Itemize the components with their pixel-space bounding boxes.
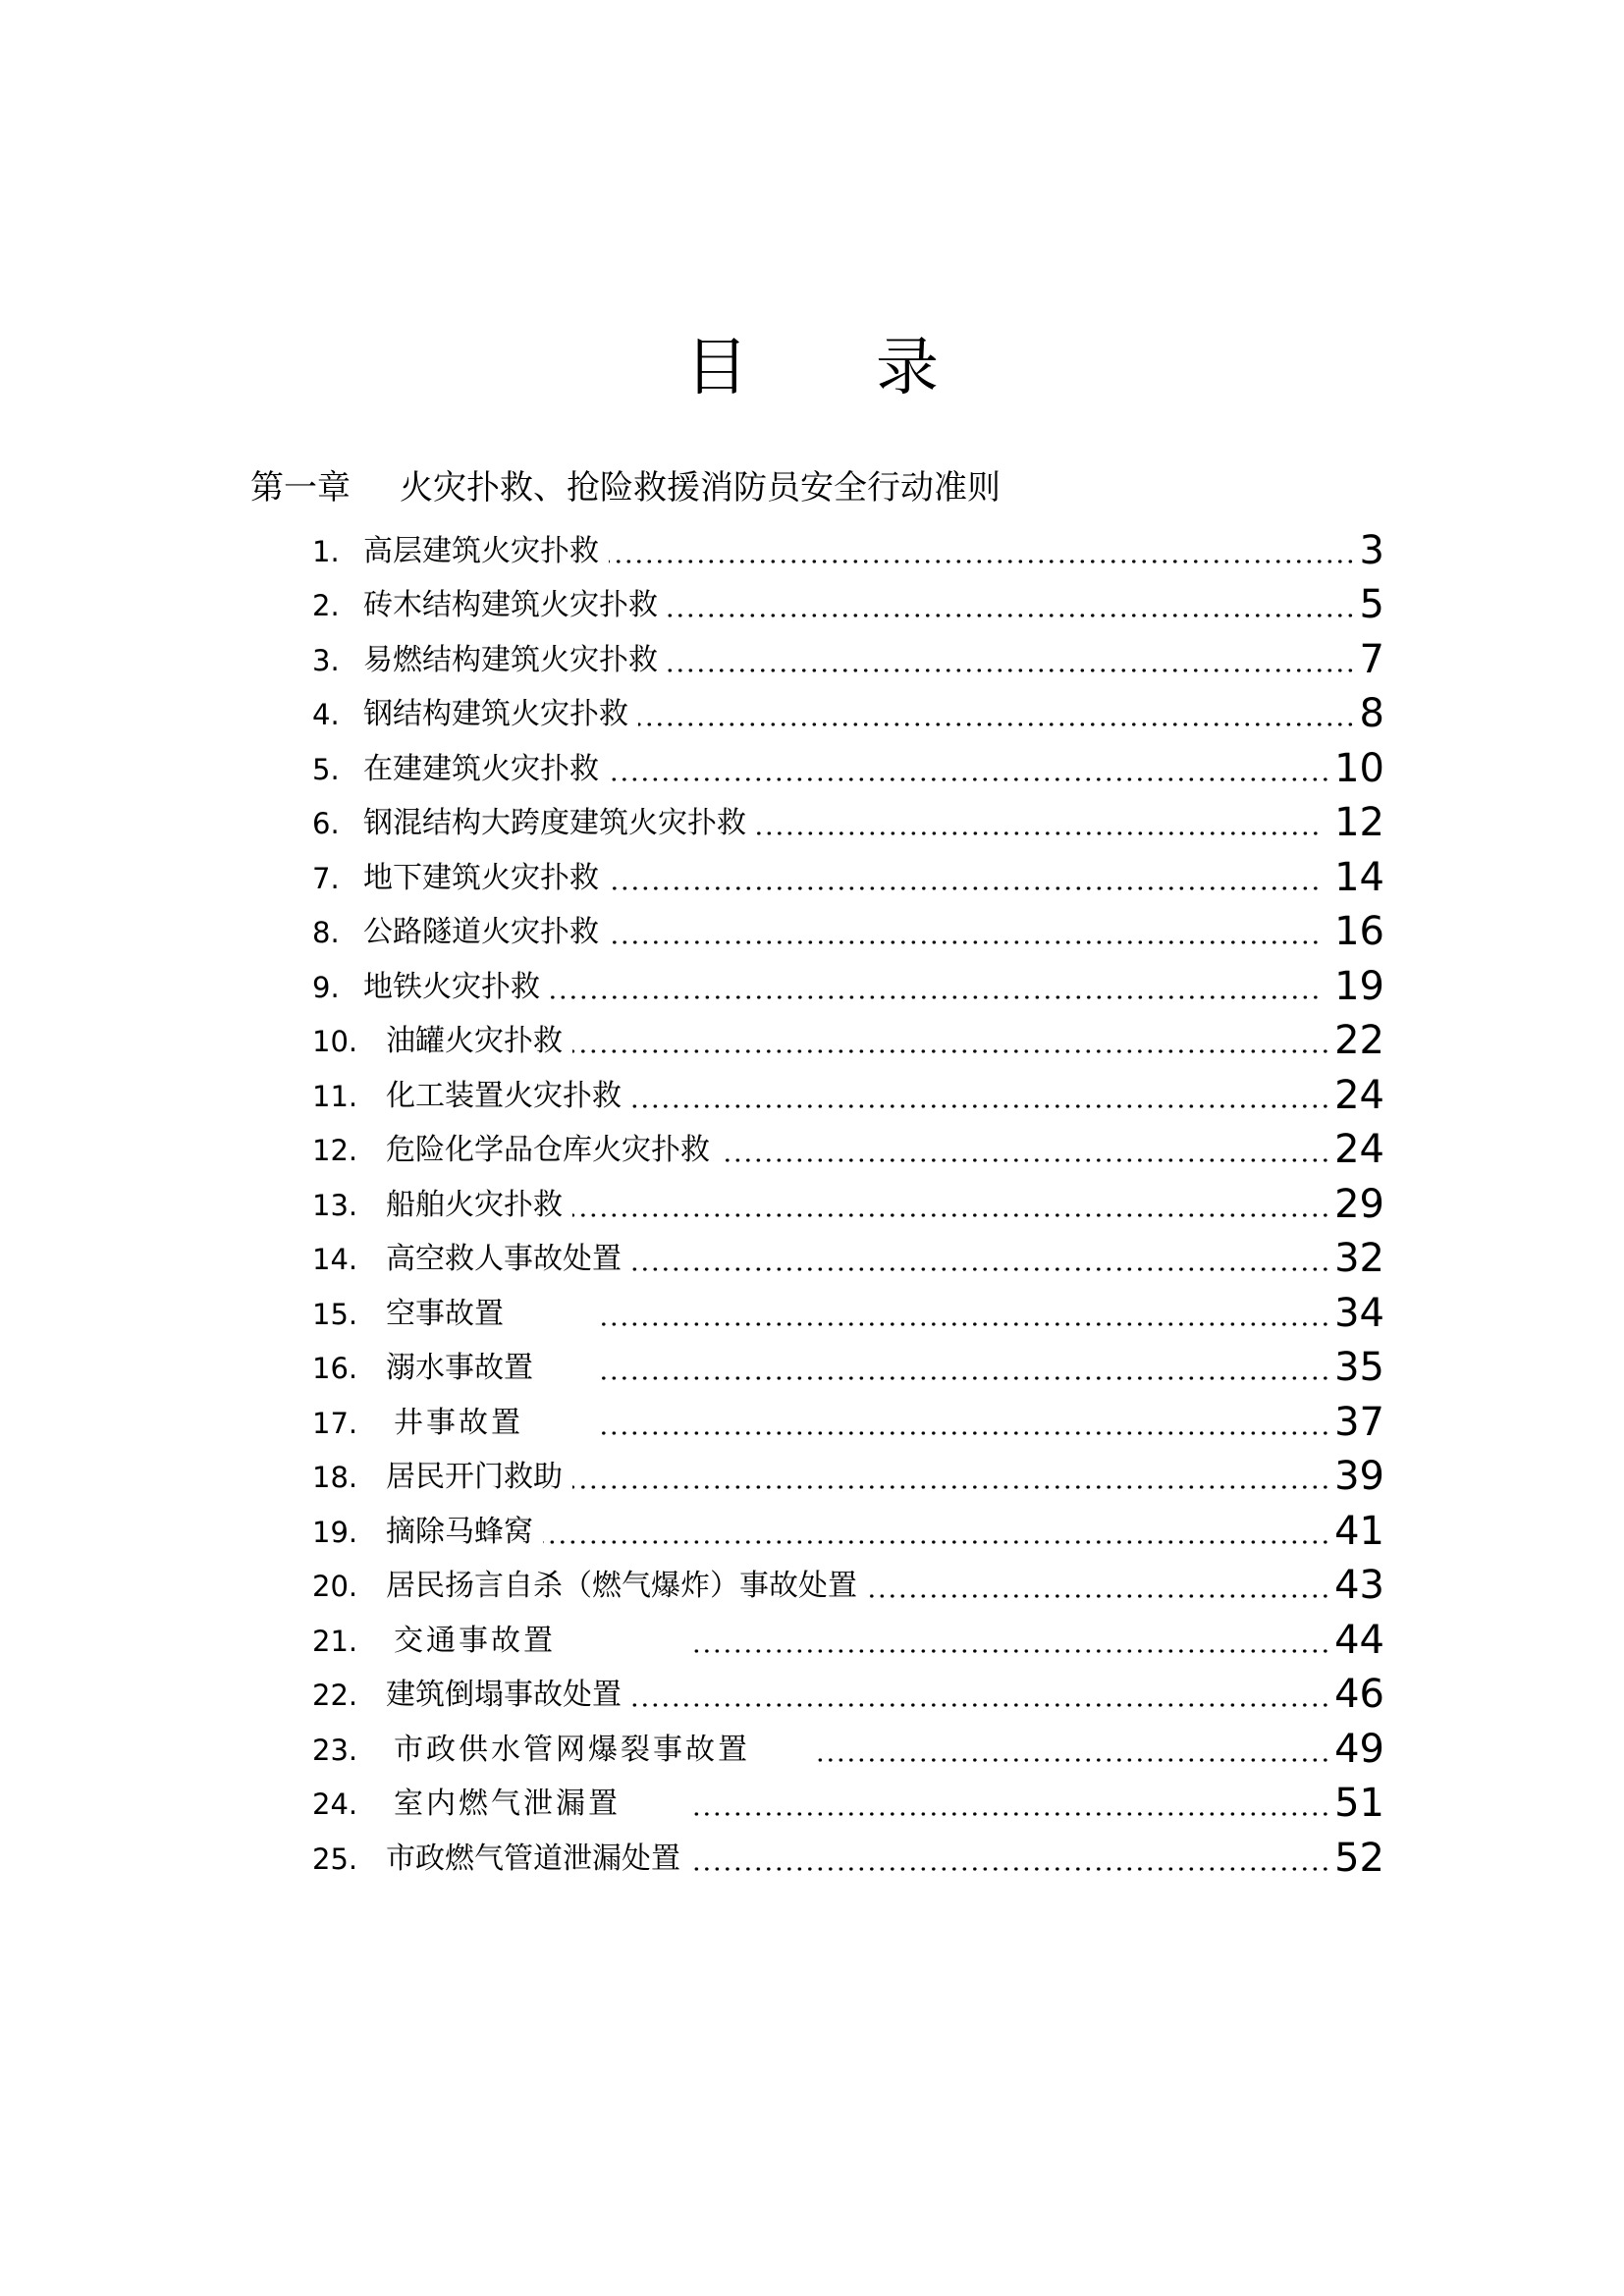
table-of-contents [312, 518, 1384, 1881]
dot-leader [816, 1756, 1330, 1764]
toc-entry[interactable] [312, 1826, 1384, 1881]
entry-page: 49 [1334, 1726, 1384, 1772]
entry-number: 15. [312, 1297, 358, 1331]
toc-entry[interactable] [312, 682, 1384, 737]
entry-number: 22. [312, 1679, 358, 1712]
dot-leader [543, 1538, 1330, 1546]
entry-page: 29 [1334, 1181, 1384, 1227]
toc-entry[interactable] [312, 1772, 1384, 1827]
entry-label: 易燃结构建筑火灾扑救 [363, 642, 658, 677]
toc-entry[interactable] [312, 1281, 1384, 1336]
entry-label: 空事故置 [386, 1296, 504, 1331]
entry-page: 51 [1334, 1781, 1384, 1826]
entry-number: 10. [312, 1025, 358, 1058]
entry-number: 17. [312, 1406, 358, 1440]
entry-page: 52 [1334, 1835, 1384, 1881]
entry-label: 居民扬言自杀（燃气爆炸）事故处置 [386, 1569, 857, 1603]
toc-entry[interactable] [312, 1172, 1384, 1227]
entry-page: 32 [1334, 1236, 1384, 1281]
entry-page: 46 [1334, 1672, 1384, 1717]
entry-label: 摘除马蜂窝 [386, 1514, 533, 1549]
toc-entry[interactable] [312, 518, 1384, 573]
entry-page: 16 [1334, 909, 1384, 954]
entry-number: 12. [312, 1134, 358, 1167]
toc-entry[interactable] [312, 1118, 1384, 1173]
entry-page: 24 [1334, 1072, 1384, 1118]
dot-leader [668, 612, 1356, 619]
entry-label: 交通事故置 [394, 1623, 556, 1658]
dot-leader [609, 775, 1330, 783]
entry-label: 砖木结构建筑火灾扑救 [363, 588, 658, 622]
entry-label: 公路隧道火灾扑救 [363, 915, 599, 949]
dot-leader [609, 558, 1356, 565]
chapter-title: 火灾扑救、抢险救援消防员安全行动准则 [400, 468, 1001, 507]
dot-leader [668, 667, 1356, 674]
entry-page: 14 [1334, 854, 1384, 900]
entry-page: 22 [1334, 1018, 1384, 1063]
toc-entry[interactable] [312, 1499, 1384, 1554]
entry-page: 34 [1334, 1290, 1384, 1336]
entry-label: 市政燃气管道泄漏处置 [386, 1841, 680, 1876]
entry-page: 5 [1359, 582, 1384, 627]
entry-number: 5. [312, 752, 340, 786]
entry-label: 地下建筑火灾扑救 [363, 860, 599, 895]
entry-label: 船舶火灾扑救 [386, 1187, 563, 1222]
entry-page: 7 [1359, 636, 1384, 682]
entry-label: 室内燃气泄漏置 [394, 1787, 621, 1821]
toc-entry[interactable] [312, 845, 1384, 900]
entry-number: 21. [312, 1624, 358, 1658]
entry-number: 16. [312, 1352, 358, 1385]
toc-entry[interactable] [312, 1009, 1384, 1064]
entry-label: 钢混结构大跨度建筑火灾扑救 [363, 806, 746, 840]
dot-leader [688, 1810, 1330, 1818]
chapter-heading[interactable] [250, 463, 1001, 512]
dot-leader [572, 1047, 1330, 1055]
entry-number: 13. [312, 1188, 358, 1222]
entry-number: 19. [312, 1515, 358, 1549]
entry-number: 6. [312, 807, 340, 840]
chapter-number: 第一章 [250, 468, 351, 507]
entry-page: 41 [1334, 1508, 1384, 1554]
dot-leader [631, 1102, 1330, 1110]
entry-label: 井事故置 [394, 1405, 523, 1440]
dot-leader [756, 829, 1321, 837]
dot-leader [631, 1265, 1330, 1273]
toc-entry[interactable] [312, 1717, 1384, 1772]
entry-page: 3 [1359, 527, 1384, 573]
toc-entry[interactable] [312, 791, 1384, 846]
dot-leader [720, 1156, 1330, 1164]
dot-leader [688, 1647, 1330, 1655]
entry-number: 3. [312, 643, 340, 677]
entry-number: 23. [312, 1733, 358, 1767]
entry-number: 1. [312, 534, 340, 568]
toc-entry[interactable] [312, 573, 1384, 628]
entry-label: 高层建筑火灾扑救 [363, 533, 599, 568]
entry-number: 25. [312, 1842, 358, 1876]
dot-leader [631, 1701, 1330, 1709]
entry-page: 35 [1334, 1345, 1384, 1390]
entry-label: 溺水事故置 [386, 1351, 533, 1385]
title-char: 目 [685, 332, 748, 404]
entry-label: 居民开门救助 [386, 1460, 563, 1494]
entry-page: 24 [1334, 1127, 1384, 1172]
dot-leader [572, 1211, 1330, 1219]
entry-number: 24. [312, 1788, 358, 1821]
entry-page: 8 [1359, 691, 1384, 736]
toc-entry[interactable] [312, 1336, 1384, 1391]
entry-page: 39 [1334, 1454, 1384, 1499]
toc-entry[interactable] [312, 1063, 1384, 1118]
entry-label: 钢结构建筑火灾扑救 [363, 697, 628, 731]
entry-number: 7. [312, 861, 340, 895]
dot-leader [609, 938, 1321, 946]
toc-entry[interactable] [312, 1608, 1384, 1663]
toc-entry[interactable] [312, 1554, 1384, 1609]
entry-number: 14. [312, 1243, 358, 1276]
toc-entry[interactable] [312, 1227, 1384, 1282]
dot-leader [638, 721, 1356, 728]
toc-entry[interactable] [312, 736, 1384, 791]
entry-page: 12 [1334, 800, 1384, 845]
dot-leader [602, 1429, 1330, 1437]
toc-entry[interactable] [312, 627, 1384, 682]
dot-leader [690, 1865, 1330, 1873]
entry-label: 在建建筑火灾扑救 [363, 751, 599, 786]
entry-number: 9. [312, 970, 340, 1004]
dot-leader [602, 1374, 1330, 1382]
dot-leader [550, 993, 1321, 1001]
entry-number: 8. [312, 916, 340, 949]
toc-entry[interactable] [312, 954, 1384, 1009]
entry-page: 10 [1334, 745, 1384, 791]
entry-label: 化工装置火灾扑救 [386, 1078, 622, 1113]
entry-page: 19 [1334, 963, 1384, 1009]
entry-label: 建筑倒塌事故处置 [386, 1678, 622, 1712]
dot-leader [602, 1320, 1330, 1328]
entry-number: 2. [312, 589, 340, 622]
entry-page: 44 [1334, 1617, 1384, 1663]
entry-label: 高空救人事故处置 [386, 1242, 622, 1276]
page-title [0, 324, 1624, 412]
toc-entry[interactable] [312, 1390, 1384, 1445]
entry-number: 18. [312, 1461, 358, 1494]
entry-page: 37 [1334, 1399, 1384, 1445]
entry-number: 4. [312, 698, 340, 731]
dot-leader [572, 1483, 1330, 1491]
title-char: 录 [876, 332, 939, 404]
entry-number: 20. [312, 1570, 358, 1603]
entry-page: 43 [1334, 1563, 1384, 1608]
entry-label: 危险化学品仓库火灾扑救 [386, 1133, 710, 1167]
toc-entry[interactable] [312, 1445, 1384, 1500]
toc-entry[interactable] [312, 900, 1384, 955]
dot-leader [867, 1592, 1330, 1600]
entry-label: 地铁火灾扑救 [363, 969, 540, 1004]
toc-entry[interactable] [312, 1663, 1384, 1718]
entry-number: 11. [312, 1079, 358, 1113]
dot-leader [609, 884, 1321, 892]
entry-label: 油罐火灾扑救 [386, 1024, 563, 1058]
entry-label: 市政供水管网爆裂事故置 [394, 1732, 750, 1767]
